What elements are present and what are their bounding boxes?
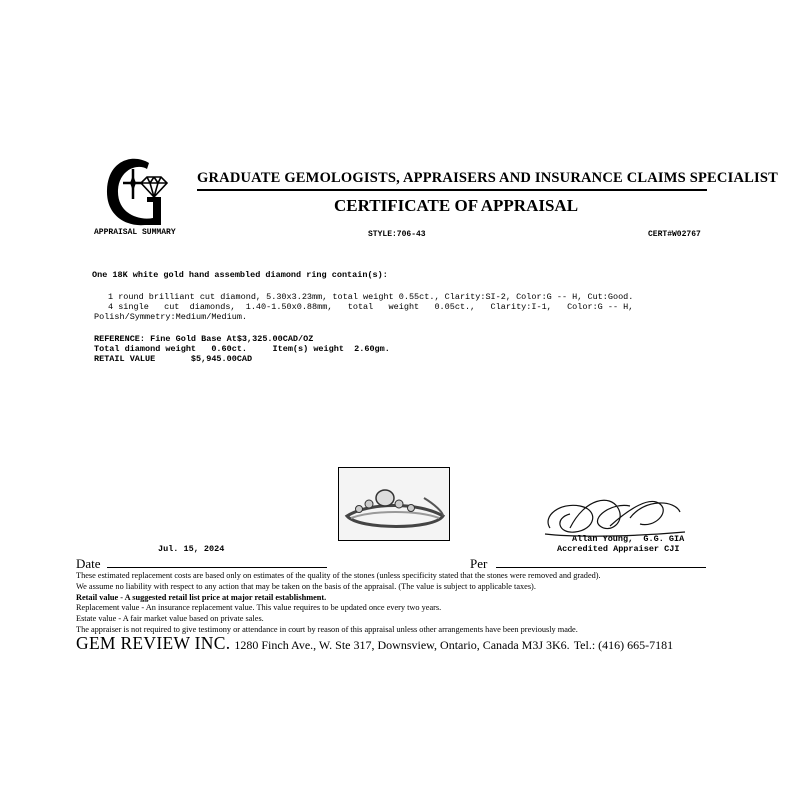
certificate-number: CERT#W02767 xyxy=(648,230,701,239)
footer-phone: Tel.: (416) 665-7181 xyxy=(573,638,674,652)
disclaimer-line: These estimated replacement costs are based only on estimates of the quality of the stones (unless specificity stated that the stones were removed and graded). xyxy=(76,571,601,580)
certificate-title: CERTIFICATE OF APPRAISAL xyxy=(334,196,579,215)
description-item: 4 single cut diamonds, 1.40-1.50x0.88mm, total weight 0.05ct., Clarity:I-1, Color:G -- H, xyxy=(108,302,634,312)
reference-line: REFERENCE: Fine Gold Base At$3,325.00CAD/OZ xyxy=(94,334,314,344)
date-label: Date xyxy=(76,556,101,571)
description-intro: One 18K white gold hand assembled diamond ring contain(s): xyxy=(92,270,388,280)
disclaimer-line: Retail value - A suggested retail list price at major retail establishment. xyxy=(76,592,327,602)
footer-address: 1280 Finch Ave., W. Ste 317, Downsview, Ontario, Canada M3J 3K6. xyxy=(234,638,570,652)
header-title: GRADUATE GEMOLOGISTS, APPRAISERS AND INSURANCE CLAIMS SPECIALIST xyxy=(197,170,778,186)
date-signature-line xyxy=(107,567,327,568)
style-number: STYLE:706-43 xyxy=(368,230,426,239)
header-divider xyxy=(197,189,707,191)
disclaimer-line: Estate value - A fair market value based on private sales. xyxy=(76,614,264,624)
per-label: Per xyxy=(470,556,488,571)
diamond-logo-icon xyxy=(103,155,173,230)
description-item: 1 round brilliant cut diamond, 5.30x3.23mm, total weight 0.55ct., Clarity:SI-2, Color:G -- H, Cut:Good. xyxy=(108,292,634,302)
disclaimer-line: The appraiser is not required to give testimony or attendance in court by reason of this appraisal unless other arrangements have been previously made. xyxy=(76,624,578,634)
appraisal-summary-label: APPRAISAL SUMMARY xyxy=(94,228,176,237)
appraisal-date: Jul. 15, 2024 xyxy=(158,544,225,554)
per-signature-line xyxy=(496,567,706,568)
appraiser-title: Accredited Appraiser CJI xyxy=(557,544,680,554)
footer xyxy=(76,633,673,654)
appraiser-name: Allan Young, G.G. GIA xyxy=(572,534,685,544)
total-diamond-weight: Total diamond weight 0.60ct. Item(s) weight 2.60gm. xyxy=(94,344,390,354)
retail-value: RETAIL VALUE $5,945.00CAD xyxy=(94,354,253,364)
ring-photo xyxy=(338,467,450,541)
disclaimer-line: Replacement value - An insurance replacement value. This value requires to be updated once every two years. xyxy=(76,603,442,613)
disclaimer-block xyxy=(76,571,601,636)
description-item-continued: Polish/Symmetry:Medium/Medium. xyxy=(94,312,248,322)
disclaimer-line: We assume no liability with respect to any action that may be taken on the basis of the appraisal. (The value is subject to applicable taxes). xyxy=(76,581,536,591)
footer-company: GEM REVIEW INC. xyxy=(76,633,231,653)
